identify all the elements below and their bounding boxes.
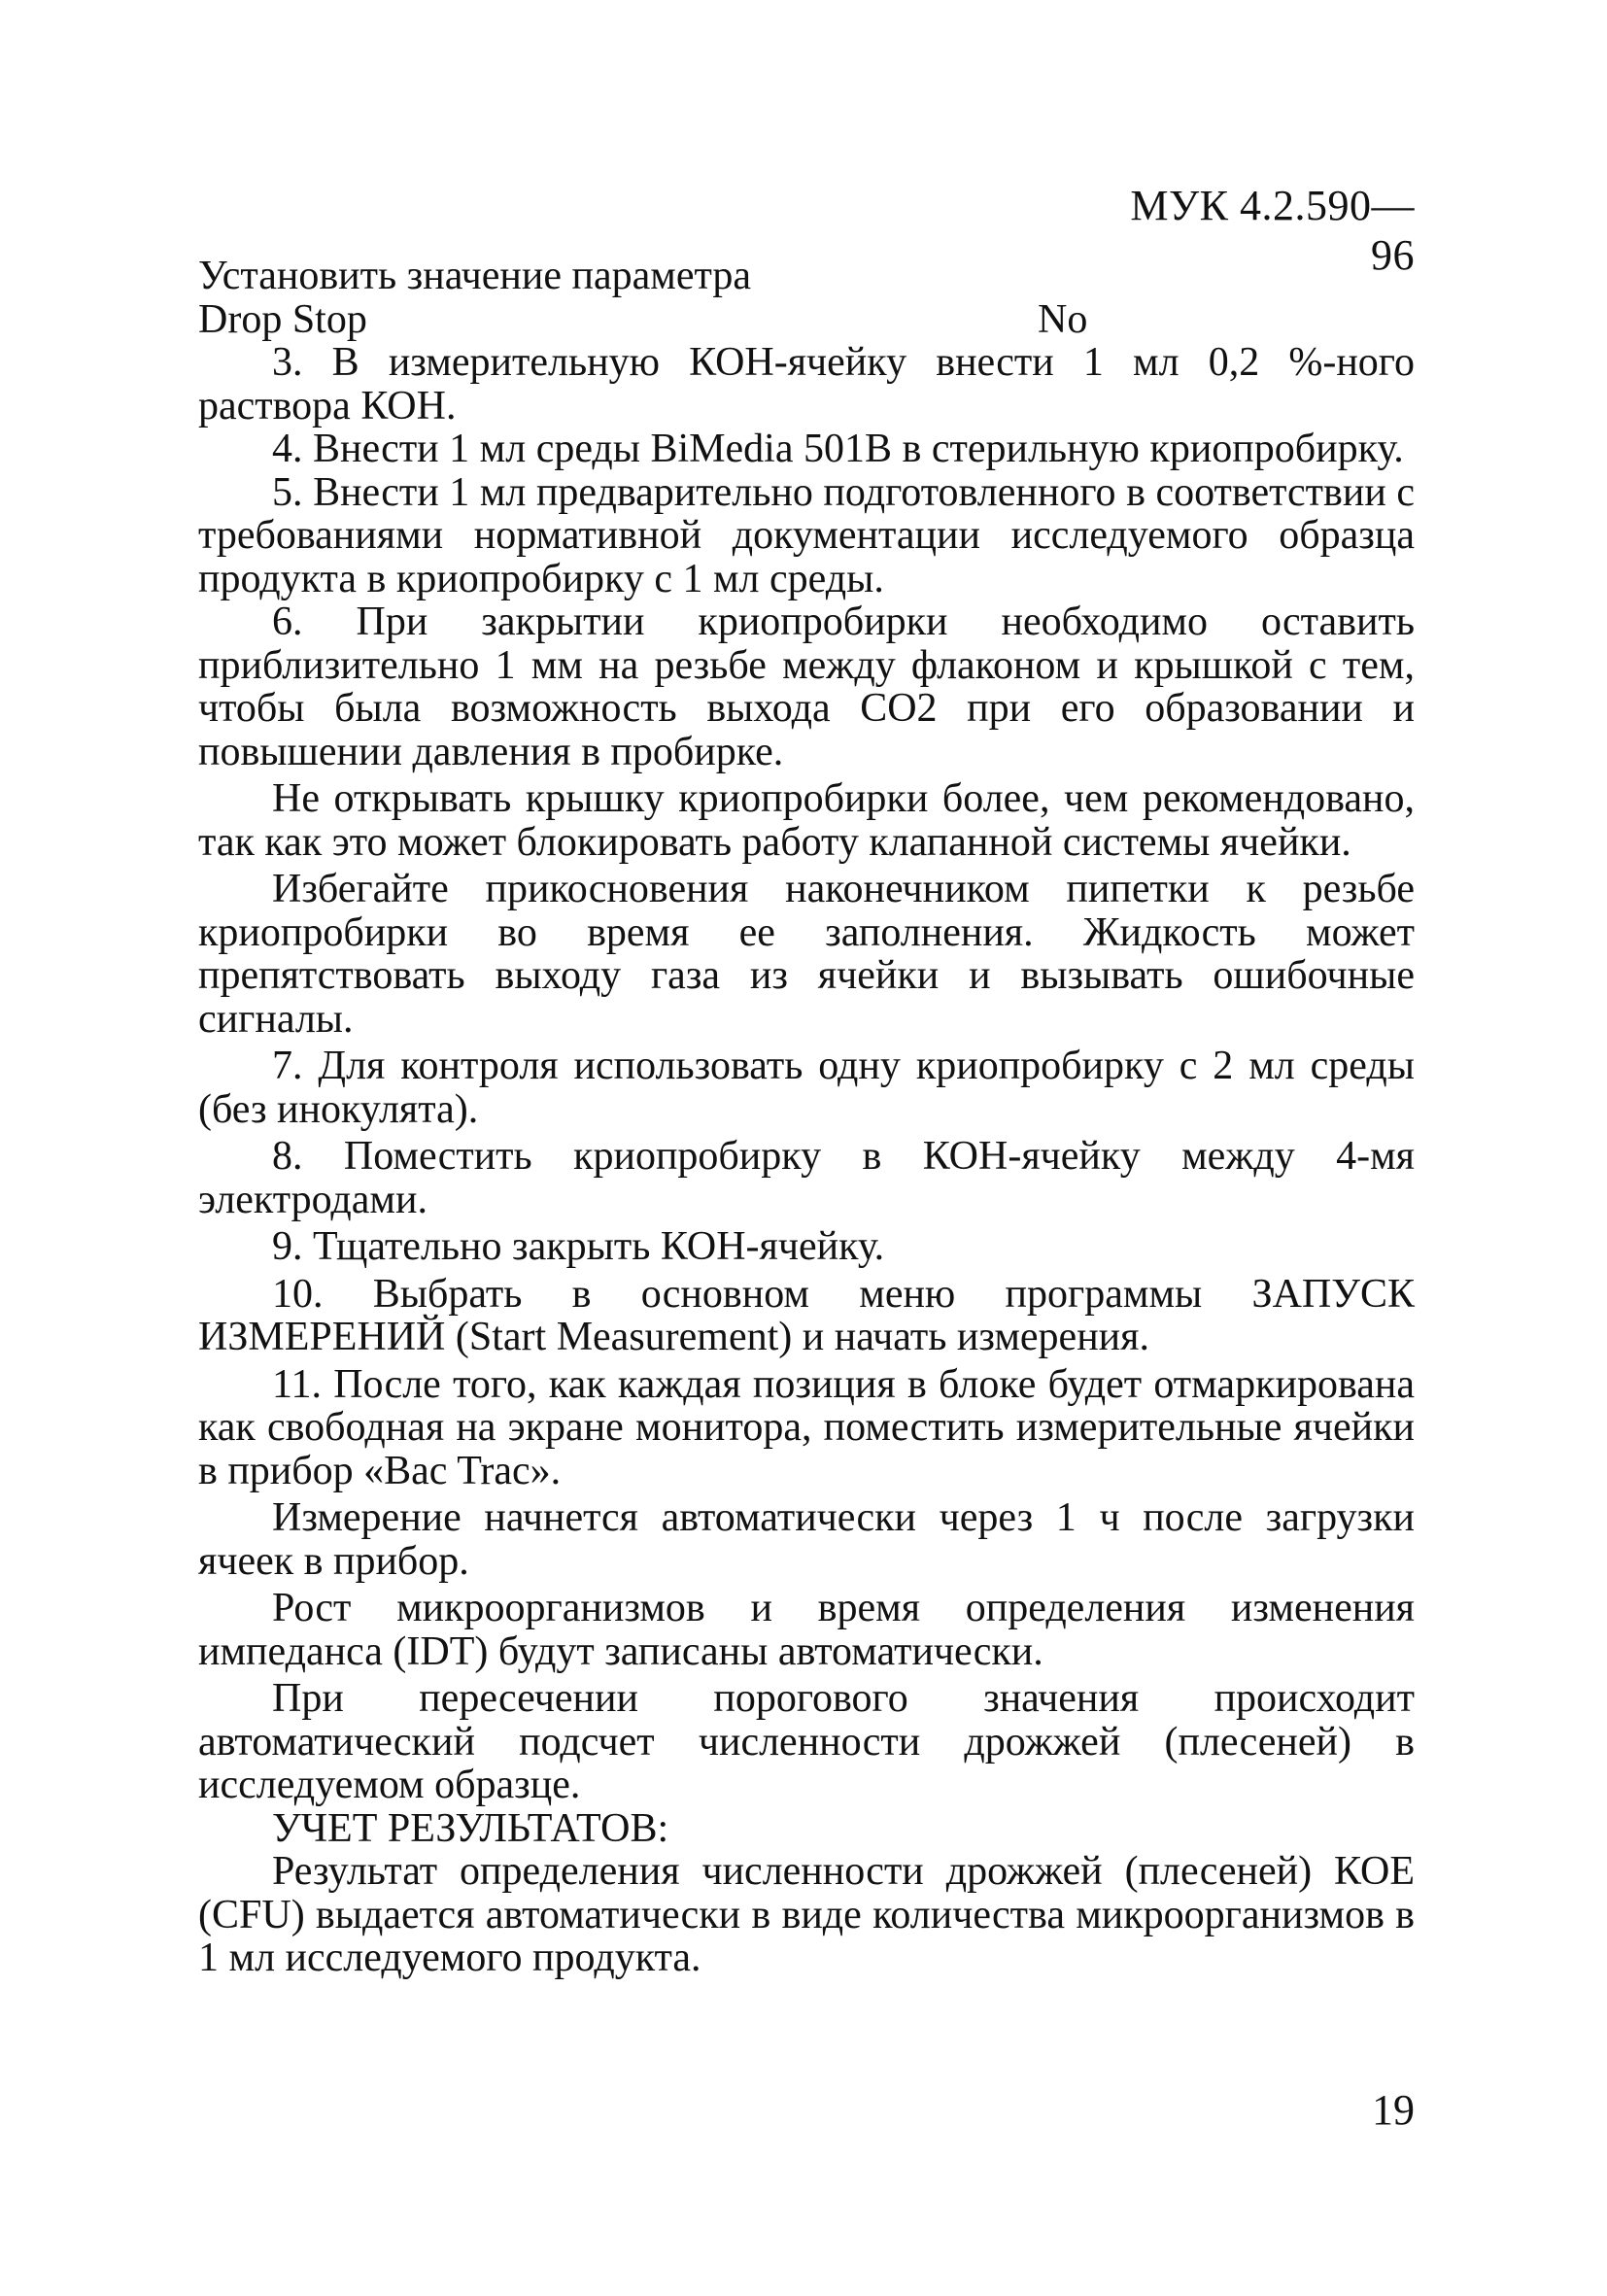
step-9: 9. Тщательно закрыть КОН-ячейку. xyxy=(272,1224,885,1269)
document-code: МУК 4.2.590—96 xyxy=(1130,182,1415,279)
step-11-note-3: При пересечении порогового значения происходит автоматический подсчет численности дрожжей (плесеней) в исследуемом образце. xyxy=(198,1676,1415,1807)
step-11: 11. После того, как каждая позиция в блоке будет отмаркирована как свободная на экране монитора, поместить измерительные ячейки в прибор «Bac Trac». xyxy=(198,1361,1415,1493)
step-4: 4. Внести 1 мл среды BiMedia 501B в стерильную криопробирку. xyxy=(272,427,1404,471)
step-10: 10. Выбрать в основном меню программы ЗАПУСК ИЗМЕРЕНИЙ (Start Measurement) и начать измерения. xyxy=(198,1271,1415,1359)
results-heading: УЧЕТ РЕЗУЛЬТАТОВ: xyxy=(272,1805,669,1851)
step-3: 3. В измерительную КОН-ячейку внести 1 мл 0,2 %-ного раствора КОН. xyxy=(198,340,1415,428)
step-7: 7. Для контроля использовать одну криопробирку с 2 мл среды (без инокулята). xyxy=(198,1044,1415,1132)
step-5: 5. Внести 1 мл предварительно подготовленного в соответствии с требованиями нормативной документации исследуемого образца продукта в криопробирку с 1 мл среды. xyxy=(198,469,1415,601)
results-text: Результат определения численности дрожжей (плесеней) КОЕ (CFU) выдается автоматически в виде количества микроорганизмов в 1 мл исследуемого продукта. xyxy=(198,1849,1415,1980)
step-6-note-2: Избегайте прикосновения наконечником пипетки к резьбе криопробирки во время ее заполнения. Жидкость может препятствовать выходу газа из ячейки и вызывать ошибочные сигналы. xyxy=(198,867,1415,1042)
step-6: 6. При закрытии криопробирки необходимо оставить приблизительно 1 мм на резьбе между флаконом и крышкой с тем, чтобы была возможность выхода CO2 при его образовании и повышении давления в пробирке. xyxy=(198,600,1415,774)
page-number: 19 xyxy=(1372,2086,1415,2134)
step-6-note-1: Не открывать крышку криопробирки более, чем рекомендовано, так как это может блокировать работу клапанной системы ячейки. xyxy=(198,776,1415,865)
parameter-row xyxy=(198,298,1415,342)
parameter-name: Drop Stop xyxy=(198,296,367,342)
step-11-note-2: Рост микроорганизмов и время определения изменения импеданса (IDT) будут записаны автоматически. xyxy=(198,1586,1415,1674)
step-11-note-1: Измерение начнется автоматически через 1 ч после загрузки ячеек в прибор. xyxy=(198,1495,1415,1584)
parameter-intro: Установить значение параметра xyxy=(198,254,752,298)
parameter-value: No xyxy=(1038,296,1088,342)
document-body xyxy=(198,255,1415,1980)
step-8: 8. Поместить криопробирку в КОН-ячейку между 4-мя электродами. xyxy=(198,1134,1415,1222)
